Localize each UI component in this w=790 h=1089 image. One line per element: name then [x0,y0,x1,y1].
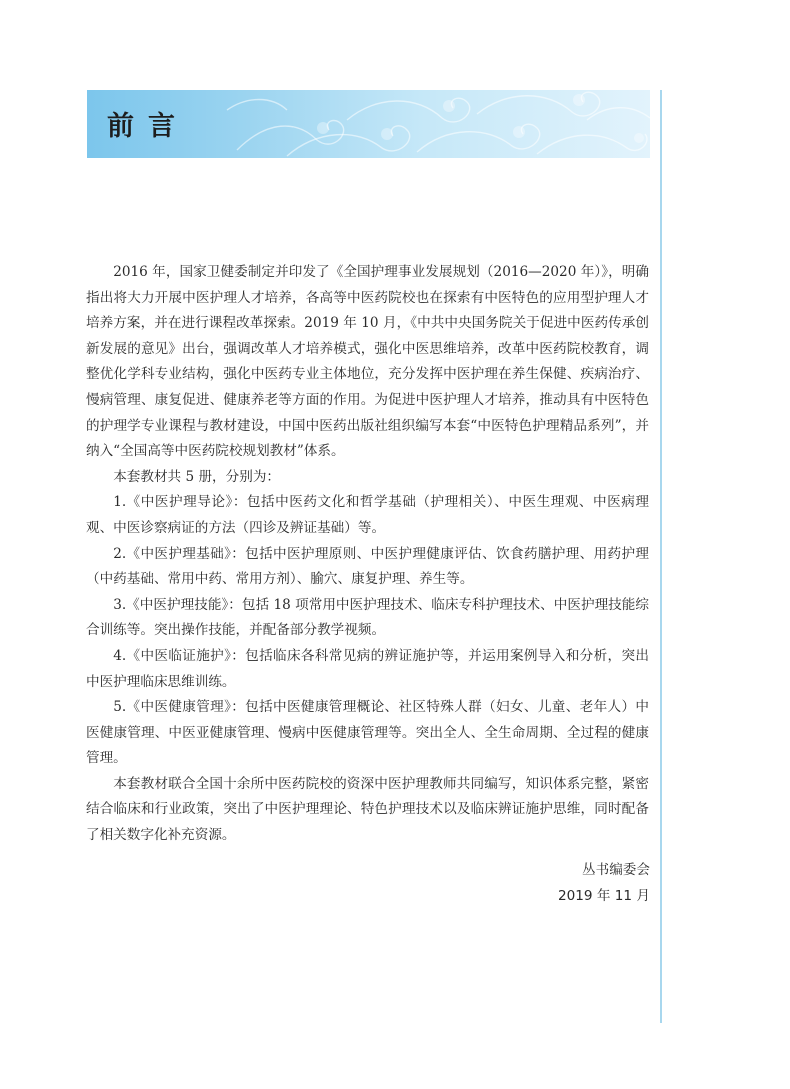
paragraph-series-count: 本套教材共 5 册，分别为： [113,468,281,485]
page-title: 前言 [107,111,189,142]
paragraph-intro: 2016 年，国家卫健委制定并印发了《全国护理事业发展规划（2016—2020 年）》，明确指出将大力开展中医护理人才培养，各高等中医药院校也在探索有中医特色的应用型护理人才培养方案，并在进行课程改革探索。2019 年 10 月，《中共中央国务院关于促进中医药传承创新发展的意见》出台，强调改革人才培养模式，强化中医思维培养，改革中医药院校教育，调整优化学科专业结构，强化中医药专业主体地位，充分发挥中医护理在养生保健、疾病治疗、慢病管理、康复促进、健康养老等方面的作用。为促进中医护理人才培养，推动具有中医特色的护理学专业课程与教材建设，中国中医药出版社组织编写本套“中医特色护理精品系列”，并纳入“全国高等中医药院校规划教材”体系。 [86,264,649,460]
preface-body [86,260,649,849]
paragraph-book-1: 1.《中医护理导论》：包括中医药文化和哲学基础（护理相关）、中医生理观、中医病理观、中医诊察病证的方法（四诊及辨证基础）等。 [86,494,649,536]
header-banner [87,90,650,158]
paragraph-book-5: 5.《中医健康管理》：包括中医健康管理概论、社区特殊人群（妇女、儿童、老年人）中医健康管理、中医亚健康管理、慢病中医健康管理等。突出全人、全生命周期、全过程的健康管理。 [86,699,649,767]
paragraph-book-3: 3.《中医护理技能》：包括 18 项常用中医护理技术、临床专科护理技术、中医护理技能综合训练等。突出操作技能，并配备部分教学视频。 [86,596,649,639]
signature-author: 丛书编委会 [582,862,650,878]
paragraph-conclusion: 本套教材联合全国十余所中医药院校的资深中医护理教师共同编写，知识体系完整，紧密结合临床和行业政策，突出了中医护理理论、特色护理技术以及临床辨证施护思维，同时配备了相关数字化补充资源。 [86,775,649,844]
signature [558,858,650,909]
signature-date: 2019 年 11 月 [557,887,650,904]
paragraph-book-4: 4.《中医临证施护》：包括临床各科常见病的辨证施护等，并运用案例导入和分析，突出中医护理临床思维训练。 [86,647,649,690]
paragraph-book-2: 2.《中医护理基础》：包括中医护理原则、中医护理健康评估、饮食药膳护理、用药护理（中药基础、常用中药、常用方剂）、腧穴、康复护理、养生等。 [86,545,649,588]
side-rule [660,90,662,1023]
